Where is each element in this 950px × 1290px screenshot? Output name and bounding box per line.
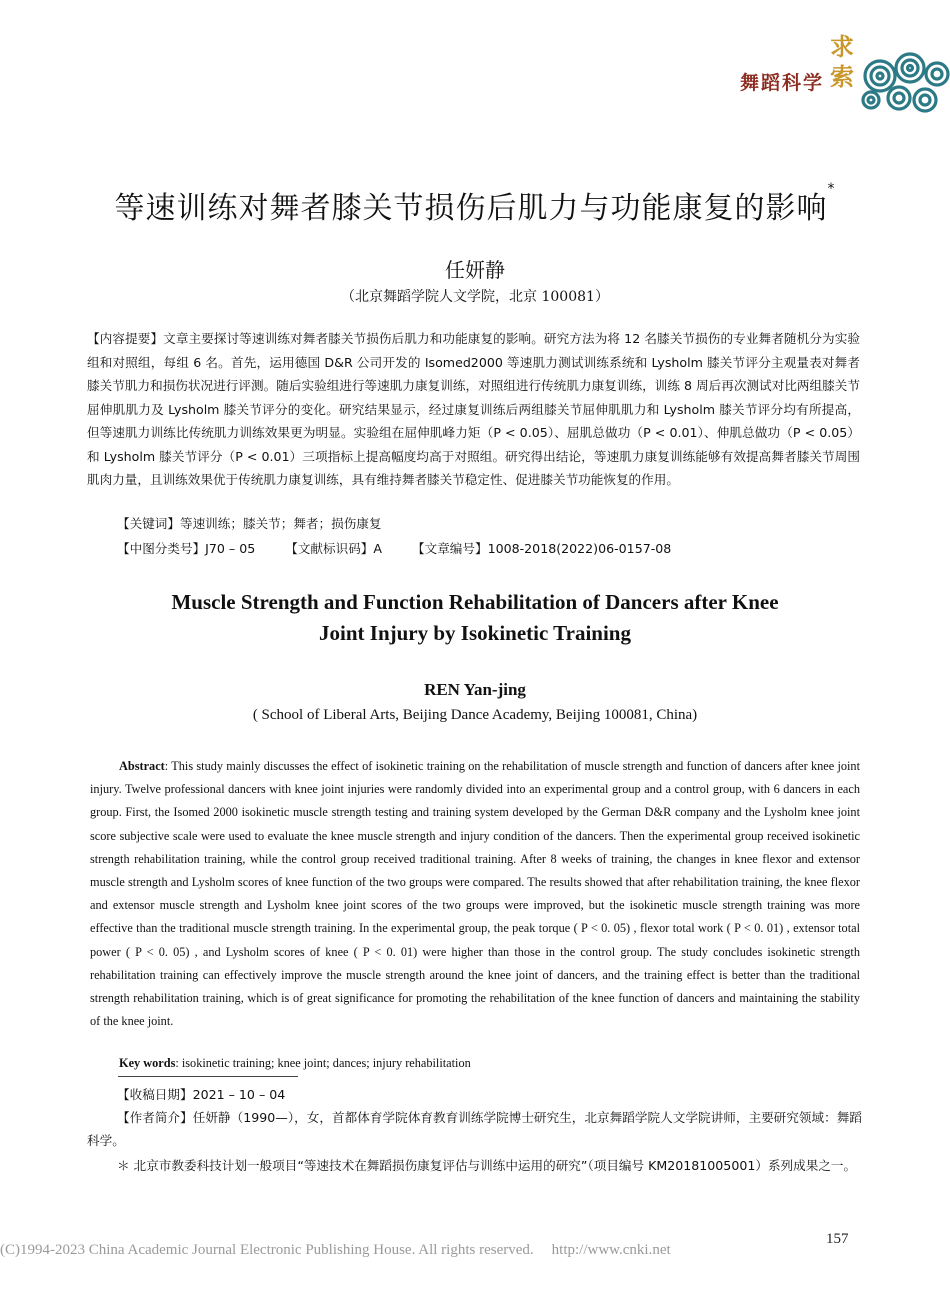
abstract-cn-label: 【内容提要】 <box>87 331 164 346</box>
abstract-en <box>90 755 860 1033</box>
seal-char-2: 索 <box>830 63 854 91</box>
classification-line <box>117 539 671 559</box>
funding-note: ＊ 北京市教委科技计划一般项目“等速技术在舞蹈损伤康复评估与训练中运用的研究”（项目编号 KM20181005001）系列成果之一。 <box>117 1158 857 1173</box>
bio-label: 【作者简介】 <box>117 1110 193 1125</box>
english-affiliation: ( School of Liberal Arts, Beijing Dance Academy, Beijing 100081, China) <box>252 707 698 723</box>
abstract-en-label: Abstract <box>119 759 165 773</box>
bio-text: 任妍静（1990—），女，首都体育学院体育教育训练学院博士研究生，北京舞蹈学院人文学院讲师，主要研究领域：舞蹈科学。 <box>87 1110 862 1148</box>
title-footnote-mark: * <box>827 181 836 197</box>
abstract-en-text: : This study mainly discusses the effect of isokinetic training on the rehabilitation of muscle strength and function of dancers after knee joint injury. Twelve professional dancers with knee joint injuries were randomly divided into an experimental group and a control group, with 6 dancers in each group. First, the Isomed 2000 isokinetic muscle strength testing and training system developed by the German D&R company and the Lysholm knee joint score subjective scale were used to evaluate the knee muscle strength and injury condition of the dancers. Then the experimental group received isokinetic strength rehabilitation training, while the control group received traditional training. After 8 weeks of training, the changes in knee flexor and extensor muscle strength and Lysholm scores of knee function of the two groups were compared. The results showed that after rehabilitation training, the knee flexor and extensor muscle strength and Lysholm knee joint scores of the two groups were improved, but the isokinetic muscle strength training was more effective than the traditional muscle strength training. In the experimental group, the peak torque ( P < 0. 05) , flexor total work ( P < 0. 01) , extensor total power ( P < 0. 05) , and Lysholm scores of knee ( P < 0. 01) were higher than those in the control group. The study concludes isokinetic strength rehabilitation training can effectively improve the muscle strength around the knee joint of dancers, and the training effect is better than the traditional strength rehabilitation training, which is of great significance for promoting the rehabilitation of the knee function of dancers and maintaining the stability of the knee joint. <box>90 759 860 1029</box>
copyright-text: (C)1994-2023 China Academic Journal Electronic Publishing House. All rights reserved. <box>0 1242 534 1258</box>
keywords-cn-text: 等速训练；膝关节；舞者；损伤康复 <box>179 516 382 531</box>
keywords-en-text: : isokinetic training; knee joint; dances; injury rehabilitation <box>175 1056 471 1070</box>
doc-code-value: A <box>373 541 383 556</box>
abstract-cn-text: 文章主要探讨等速训练对舞者膝关节损伤后肌力和功能康复的影响。研究方法为将 12 名膝关节损伤的专业舞者随机分为实验组和对照组，每组 6 名。首先，运用德国 D&R 公司开发的 Isomed2000 等速肌力测试训练系统和 Lysholm 膝关节评分主观量表对舞者膝关节肌力和损伤状况进行评测。随后实验组进行等速肌力康复训练，对照组进行传统肌力康复训练，训练 8 周后再次测试对比两组膝关节屈伸肌肌力及 Lysholm 膝关节评分的变化。研究结果显示，经过康复训练后两组膝关节屈伸肌肌力和 Lysholm 膝关节评分均有所提高，但等速肌力训练比传统肌力训练效果更为明显。实验组在屈伸肌峰力矩（P < 0.05）、屈肌总做功（P < 0.01）、伸肌总做功（P < 0.05）和 Lysholm 膝关节评分（P < 0.01）三项指标上提高幅度均高于对照组。研究得出结论，等速肌力康复训练能够有效提高舞者膝关节周围肌肉力量，且训练效果优于传统肌力康复训练，具有维持舞者膝关节稳定性、促进膝关节功能恢复的作用。 <box>87 331 860 487</box>
page-number: 157 <box>826 1231 849 1247</box>
footnote-divider <box>118 1076 298 1077</box>
seal-char-1: 求 <box>830 33 854 61</box>
english-title-line-2: Joint Injury by Isokinetic Training <box>319 621 631 645</box>
received-label: 【收稿日期】 <box>117 1087 193 1102</box>
english-title-line-1: Muscle Strength and Function Rehabilitation of Dancers after Knee <box>171 590 779 614</box>
affiliation-cn: （北京舞蹈学院人文学院，北京 100081） <box>341 289 609 305</box>
keywords-cn <box>117 514 381 534</box>
clc-label: 【中图分类号】 <box>117 541 206 556</box>
doc-code-label: 【文献标识码】 <box>285 541 374 556</box>
author-name-cn: 任妍静 <box>445 258 505 282</box>
author-bio <box>87 1106 862 1152</box>
article-no-value: 1008-2018(2022)06-0157-08 <box>487 541 672 556</box>
keywords-cn-label: 【关键词】 <box>117 516 180 531</box>
article-title <box>0 183 950 227</box>
journal-logo-seal <box>828 32 856 92</box>
abstract-cn <box>87 327 860 492</box>
journal-logo-text: 舞蹈科学 <box>740 72 825 94</box>
cloud-ornament-icon <box>855 40 950 120</box>
english-title <box>0 587 950 649</box>
english-author: REN Yan-jing <box>424 680 526 699</box>
keywords-en-label: Key words <box>119 1056 176 1070</box>
keywords-en <box>119 1056 471 1071</box>
copyright-footer <box>0 1242 671 1259</box>
cnki-link[interactable]: http://www.cnki.net <box>551 1242 671 1258</box>
received-value: 2021 – 10 – 04 <box>192 1087 286 1102</box>
received-date <box>117 1083 285 1106</box>
clc-value: J70 – 05 <box>205 541 256 556</box>
title-text: 等速训练对舞者膝关节损伤后肌力与功能康复的影响 <box>114 191 828 226</box>
article-no-label: 【文章编号】 <box>412 541 488 556</box>
